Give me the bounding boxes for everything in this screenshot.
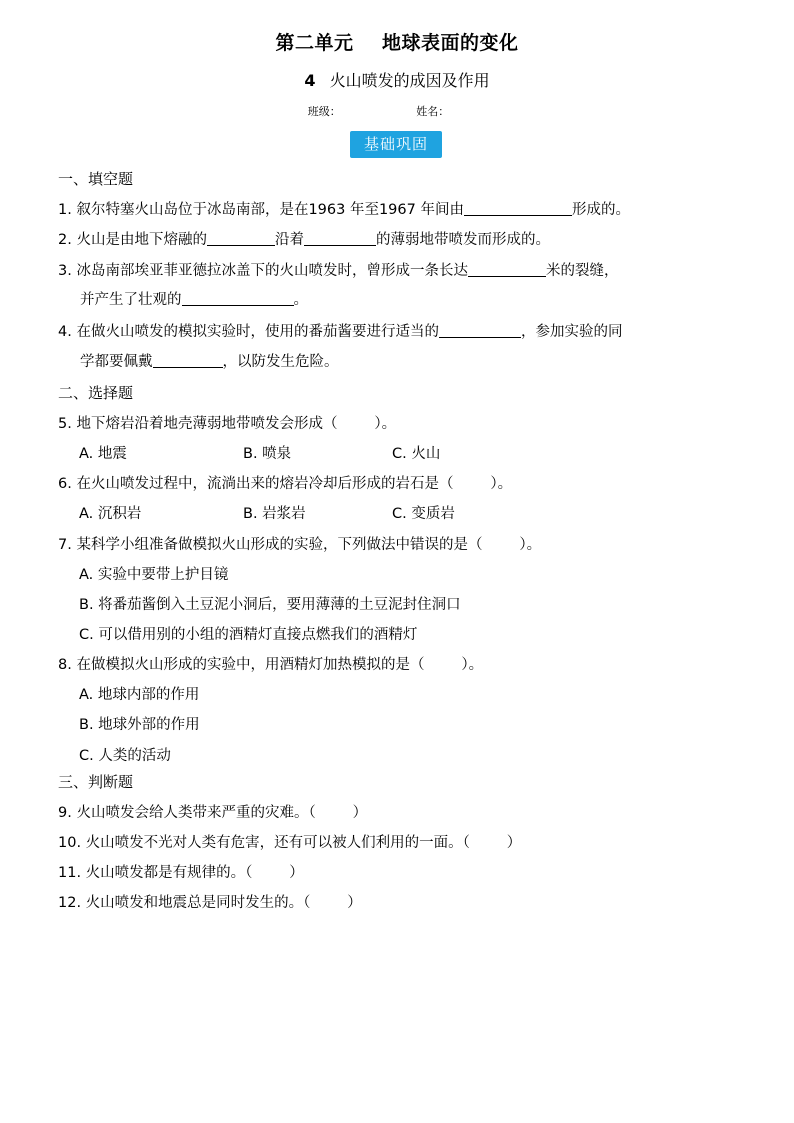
section-title-true-false: 三、判断题 [58,773,134,791]
question-5: 5. 地下熔岩沿着地壳薄弱地带喷发会形成（ ）。 [58,416,397,432]
q8-option-b[interactable]: B. 地球外部的作用 [79,717,200,733]
unit-title: 第二单元 地球表面的变化 [275,32,519,54]
question-9: 9. 火山喷发会给人类带来严重的灾难。（ ） [58,805,368,821]
answer-blank[interactable] [153,352,223,368]
lesson-title-row [0,68,794,91]
question-3: 3. 冰岛南部埃亚菲亚德拉冰盖下的火山喷发时，曾形成一条长达 米的裂缝， [58,263,619,279]
question-2: 2. 火山是由地下熔融的 沿着 的薄弱地带喷发而形成的。 [58,232,550,248]
answer-blank[interactable] [464,200,572,216]
class-label: 班级： [307,105,341,118]
q8-option-c[interactable]: C. 人类的活动 [79,748,171,764]
q7-option-a[interactable]: A. 实验中要带上护目镜 [79,567,229,583]
question-3-cont: 并产生了壮观的 。 [80,292,308,308]
answer-blank[interactable] [439,322,521,338]
q7-option-c[interactable]: C. 可以借用别的小组的酒精灯直接点燃我们的酒精灯 [79,627,418,643]
student-info-row [0,103,794,119]
question-4-cont: 学都要佩戴 ，以防发生危险。 [80,354,339,370]
question-1: 1. 叙尔特塞火山岛位于冰岛南部，是在1963 年至1967 年间由 形成的。 [58,202,630,218]
answer-blank[interactable] [304,230,376,246]
answer-blank[interactable] [182,290,294,306]
answer-blank[interactable] [468,261,546,277]
name-label: 姓名： [416,105,450,118]
section-title-choice: 二、选择题 [58,384,134,402]
question-12: 12. 火山喷发和地震总是同时发生的。（ ） [58,895,362,911]
lesson-title: 火山喷发的成因及作用 [329,71,490,90]
q6-option-a[interactable]: A. 沉积岩 [79,506,142,522]
answer-blank[interactable] [207,230,275,246]
q5-option-c[interactable]: C. 火山 [392,446,441,462]
q6-option-c[interactable]: C. 变质岩 [392,506,455,522]
q5-option-b[interactable]: B. 喷泉 [243,446,292,462]
section-badge: 基础巩固 [350,131,442,158]
q6-option-b[interactable]: B. 岩浆岩 [243,506,306,522]
question-11: 11. 火山喷发都是有规律的。（ ） [58,865,304,881]
section-title-fill-blank: 一、填空题 [58,170,134,188]
question-7: 7. 某科学小组准备做模拟火山形成的实验，下列做法中错误的是（ ）。 [58,537,542,553]
question-6: 6. 在火山喷发过程中，流淌出来的熔岩冷却后形成的岩石是（ ）。 [58,476,513,492]
lesson-number: 4 [304,71,316,90]
q8-option-a[interactable]: A. 地球内部的作用 [79,687,200,703]
q7-option-b[interactable]: B. 将番茄酱倒入土豆泥小洞后，要用薄薄的土豆泥封住洞口 [79,597,461,613]
question-8: 8. 在做模拟火山形成的实验中，用酒精灯加热模拟的是（ ）。 [58,657,484,673]
q5-option-a[interactable]: A. 地震 [79,446,127,462]
question-4: 4. 在做火山喷发的模拟实验时，使用的番茄酱要进行适当的 ，参加实验的同 [58,324,623,340]
question-10: 10. 火山喷发不光对人类有危害，还有可以被人们利用的一面。（ ） [58,835,522,851]
